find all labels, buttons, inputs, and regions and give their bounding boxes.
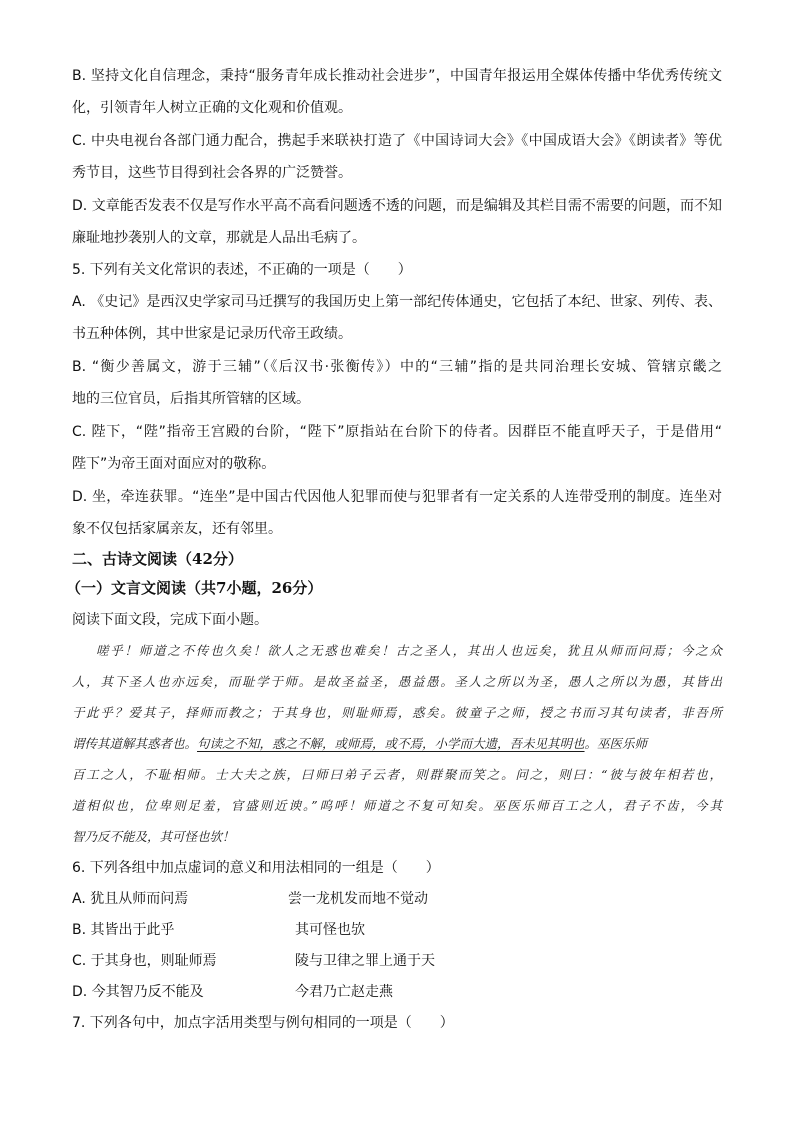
passage-line-2: 人，其下圣人也亦远矣，而耻学于师。是故圣益圣，愚益愚。圣人之所以为圣，愚人之所以为愚，其皆出 (72, 674, 722, 689)
underlined-sentence: 句读之不知，惑之不解，或师焉，或不焉，小学而大遗，吾未见其明也 (197, 736, 585, 751)
q6-option-b-right: 其可怪也欤 (295, 922, 365, 938)
q6-option-a-left: A. 犹且从师而问焉 (72, 891, 189, 907)
passage-line-4 (72, 734, 647, 754)
q6-option-c-right: 陵与卫律之罪上通于天 (295, 953, 435, 969)
q6-option-d-right: 今君乃亡赵走燕 (295, 984, 393, 1000)
question-7: 7. 下列各句中，加点字活用类型与例句相同的一项是（ ） (72, 1015, 454, 1031)
passage-line-4-end: 。巫医乐师 (584, 736, 648, 751)
subsection-1-heading: （一）文言文阅读（共7小题，26分） (66, 579, 323, 597)
option-c-line-1: C. 中央电视台各部门通力配合，携起手来联袂打造了《中国诗词大会》《中国成语大会》《朗读者》等优 (72, 133, 722, 149)
q5-option-d-line-2: 象不仅包括家属亲友，还有邻里。 (72, 521, 282, 537)
q5-option-c-line-1: C. 陛下，“陛”指帝王宫殿的台阶，“陛下”原指站在台阶下的侍者。因群臣不能直呼天子，于是借用“ (72, 424, 722, 440)
option-b-line-1: B. 坚持文化自信理念，秉持“服务青年成长推动社会进步”，中国青年报运用全媒体传播中华优秀传统文 (72, 68, 722, 84)
q5-option-d-line-1: D. 坐，牵连获罪。“连坐”是中国古代因他人犯罪而使与犯罪者有一定关系的人连带受刑的制度。连坐对 (72, 489, 722, 505)
q5-option-a-line-2: 书五种体例，其中世家是记录历代帝王政绩。 (72, 326, 352, 342)
q5-option-b-line-2: 地的三位官员，后指其所管辖的区域。 (72, 391, 310, 407)
q5-option-b-line-1: B. “衡少善属文，游于三辅”（《后汉书·张衡传》）中的“三辅”指的是共同治理长安城、管辖京畿之 (72, 359, 722, 375)
q6-option-a (72, 889, 188, 909)
passage-line-1: 嗟乎！师道之不传也久矣！欲人之无惑也难矣！古之圣人，其出人也远矣，犹且从师而问焉；今之众 (96, 643, 722, 658)
passage-line-3: 于此乎？爱其子，择师而教之；于其身也，则耻师焉，惑矣。彼童子之师，授之书而习其句读者，非吾所 (72, 705, 722, 720)
option-d-line-2: 廉耻地抄袭别人的文章，那就是人品出毛病了。 (72, 230, 366, 246)
question-6: 6. 下列各组中加点虚词的意义和用法相同的一组是（ ） (72, 860, 440, 876)
passage-line-4-start: 谓传其道解其惑者也。 (72, 736, 198, 751)
q5-option-c-line-2: 陛下”为帝王面对面应对的敬称。 (72, 456, 276, 472)
q6-option-c-left: C. 于其身也，则耻师焉 (72, 953, 217, 969)
passage-line-7: 智乃反不能及，其可怪也欤！ (72, 829, 235, 844)
option-c-line-2: 秀节目，这些节目得到社会各界的广泛赞誉。 (72, 165, 352, 181)
passage-line-6: 道相似也，位卑则足羞，官盛则近谀。”呜呼！师道之不复可知矣。巫医乐师百工之人，君子不齿，今其 (72, 798, 722, 813)
q6-option-d-left: D. 今其智乃反不能及 (72, 984, 204, 1000)
q6-option-b-left: B. 其皆出于此乎 (72, 922, 175, 938)
passage-line-5: 百工之人，不耻相师。士大夫之族，曰师曰弟子云者，则群聚而笑之。问之，则曰：“彼与彼年相若也， (72, 767, 722, 782)
question-5: 5. 下列有关文化常识的表述，不正确的一项是（ ） (72, 262, 412, 278)
option-d-line-1: D. 文章能否发表不仅是写作水平高不高看问题透不透的问题，而是编辑及其栏目需不需要的问题，而不知 (72, 198, 722, 214)
q6-option-a-right: 尝一龙机发而地不觉动 (288, 891, 428, 907)
q5-option-a-line-1: A. 《史记》是西汉史学家司马迁撰写的我国历史上第一部纪传体通史，它包括了本纪、世家、列传、表、 (72, 294, 722, 310)
section-2-heading: 二、古诗文阅读（42分） (72, 550, 243, 568)
reading-instruction: 阅读下面文段，完成下面小题。 (72, 612, 268, 628)
option-b-line-2: 化，引领青年人树立正确的文化观和价值观。 (72, 100, 352, 116)
